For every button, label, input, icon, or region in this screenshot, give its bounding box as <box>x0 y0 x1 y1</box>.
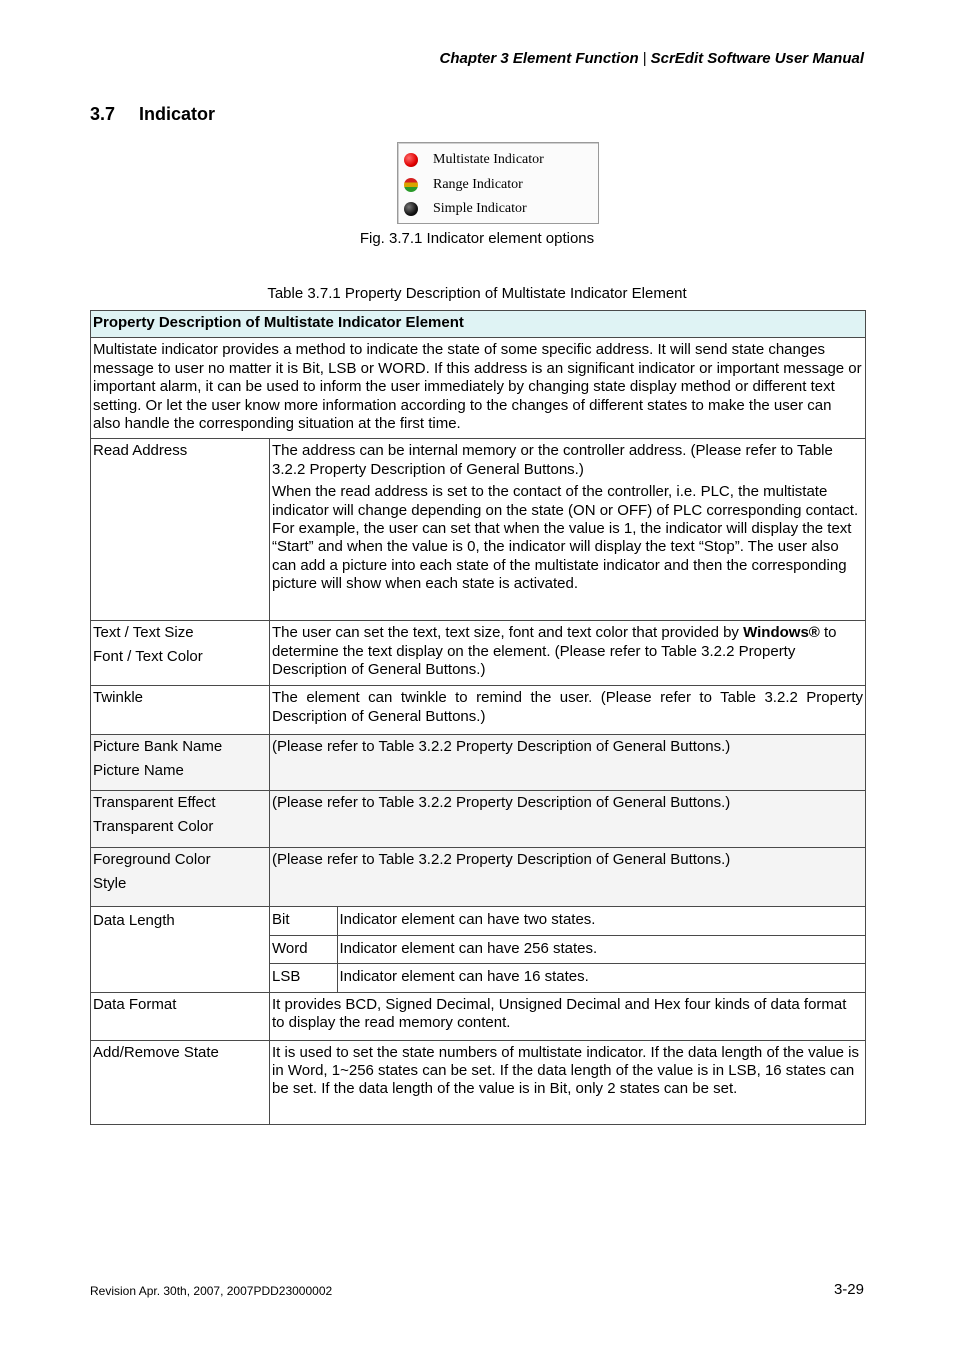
menu-item-range-indicator[interactable] <box>404 173 523 197</box>
menu-item-label: Multistate Indicator <box>433 152 544 167</box>
property-name: Read Address <box>91 439 270 621</box>
property-name-line: Picture Name <box>93 761 184 779</box>
property-description: It is used to set the state numbers of multistate indicator. If the data length of the value is in Word, 1~256 states can be set. If the data length of the value is in LSB, 16 states can be set. If the data length of the value is in Bit, only 2 states can be set. <box>270 1040 866 1124</box>
table-row <box>91 791 866 848</box>
section-number: 3.7 <box>90 104 116 124</box>
sub-row <box>270 964 865 992</box>
property-description <box>270 621 866 686</box>
property-name-line: Font / Text Color <box>93 647 203 665</box>
menu-item-label: Range Indicator <box>433 177 523 192</box>
range-indicator-icon <box>404 178 418 192</box>
table-header-row <box>91 311 866 338</box>
page-number: 3-29 <box>833 1281 864 1298</box>
property-name <box>91 735 270 791</box>
menu-item-multistate-indicator[interactable] <box>404 148 544 172</box>
data-length-desc: Indicator element can have 256 states. <box>337 935 865 963</box>
table-row <box>91 621 866 686</box>
description-paragraph: The address can be internal memory or the controller address. (Please refer to Table 3.2.2 Property Description of General Buttons.) <box>272 442 833 478</box>
black-circle-icon <box>404 202 418 216</box>
data-length-type: Word <box>270 935 337 963</box>
property-description <box>270 439 866 621</box>
property-name: Data Length <box>91 907 270 992</box>
section-heading <box>90 104 215 125</box>
table-row <box>91 439 866 621</box>
property-name <box>91 621 270 686</box>
property-description: (Please refer to Table 3.2.2 Property Description of General Buttons.) <box>270 791 866 848</box>
table-row <box>91 992 866 1040</box>
property-table <box>90 310 866 1125</box>
indicator-options-menu <box>397 142 599 224</box>
figure-caption: Fig. 3.7.1 Indicator element options <box>359 230 595 247</box>
sub-row <box>270 907 865 935</box>
description-text: to determine the text display on the element. (Please refer to Table 3.2.2 Property Description of General Buttons.) <box>272 624 837 679</box>
data-length-options <box>270 907 866 992</box>
property-description: The element can twinkle to remind the user. (Please refer to Table 3.2.2 Property Description of General Buttons.) <box>270 686 866 735</box>
table-row <box>91 1040 866 1124</box>
property-description: (Please refer to Table 3.2.2 Property Description of General Buttons.) <box>270 848 866 907</box>
property-name-line: Transparent Color <box>93 817 214 835</box>
data-length-desc: Indicator element can have 16 states. <box>337 964 865 992</box>
menu-item-label: Simple Indicator <box>433 201 527 216</box>
property-description: (Please refer to Table 3.2.2 Property Description of General Buttons.) <box>270 735 866 791</box>
section-title: Indicator <box>139 104 216 124</box>
data-length-type: Bit <box>270 907 337 935</box>
menu-item-simple-indicator[interactable] <box>404 197 527 221</box>
sub-row <box>270 935 865 963</box>
revision-footer: Revision Apr. 30th, 2007, 2007PDD23000002 <box>90 1284 333 1298</box>
table-row <box>91 848 866 907</box>
property-name-line: Picture Bank Name <box>93 738 223 756</box>
property-name-line: Style <box>93 874 127 892</box>
description-paragraph: When the read address is set to the contact of the controller, i.e. PLC, the multistate indicator will change depending on the state (ON or OFF) of PLC corresponding contact. For example, the user can set that when the value is 1, the indicator will display the text “Start” and when the value is 0, the indicator will display the text “Stop”. The user also can add a picture into each state of the multistate indicator and then the corresponding picture will show when each state is activated. <box>272 483 859 593</box>
property-name-line: Transparent Effect <box>93 794 216 812</box>
table-row <box>91 686 866 735</box>
intro-text: Multistate indicator provides a method to indicate the state of some specific address. It will send state changes message to user no matter it is Bit, LSB or WORD. If this address is an significant indicator or important message or important alarm, it can be used to inform the user immediately by changing state display method or different text setting. Or let the user know more information according to the changes of different states to make the user can also handle the corresponding situation at the first time. <box>91 338 866 439</box>
running-header <box>439 50 864 67</box>
table-caption: Table 3.7.1 Property Description of Multistate Indicator Element <box>267 285 687 302</box>
table-row <box>91 338 866 439</box>
property-name-line: Foreground Color <box>93 851 211 869</box>
header-separator: | <box>642 50 647 67</box>
property-name: Twinkle <box>91 686 270 735</box>
table-row <box>91 907 866 992</box>
property-name <box>91 791 270 848</box>
table-heading: Property Description of Multistate Indicator Element <box>91 311 866 338</box>
table-row <box>91 735 866 791</box>
property-description: It provides BCD, Signed Decimal, Unsigned Decimal and Hex four kinds of data format to display the read memory content. <box>270 992 866 1040</box>
data-length-desc: Indicator element can have two states. <box>337 907 865 935</box>
description-text: The user can set the text, text size, font and text color that provided by <box>272 624 744 642</box>
data-length-subtable <box>270 907 865 991</box>
data-length-type: LSB <box>270 964 337 992</box>
property-name: Add/Remove State <box>91 1040 270 1124</box>
manual-title: ScrEdit Software User Manual <box>650 50 864 67</box>
property-name: Data Format <box>91 992 270 1040</box>
property-name-line: Text / Text Size <box>93 624 194 642</box>
property-name <box>91 848 270 907</box>
red-circle-icon <box>404 153 418 167</box>
chapter-title: Chapter 3 Element Function <box>439 50 639 67</box>
windows-trademark: Windows® <box>743 624 820 642</box>
